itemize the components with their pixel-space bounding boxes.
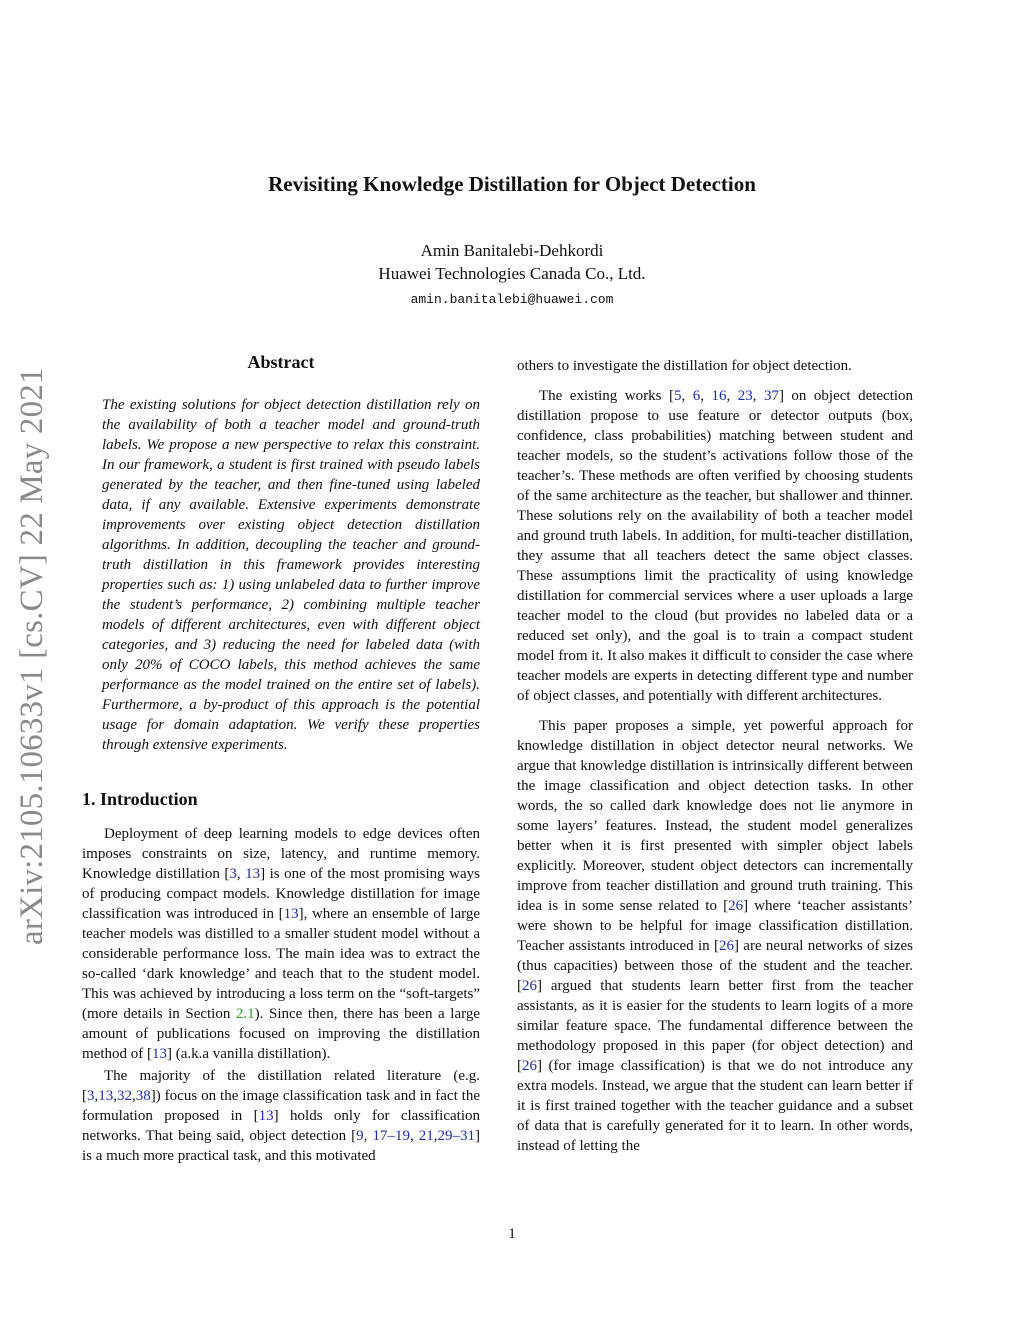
citation-link[interactable]: 13 bbox=[258, 1108, 274, 1124]
citation-link[interactable]: 9 bbox=[356, 1128, 364, 1144]
citation-link[interactable]: 26 bbox=[522, 1058, 537, 1074]
citation-link[interactable]: 13 bbox=[245, 866, 261, 882]
citation-link[interactable]: 16 bbox=[711, 388, 727, 404]
citation-link[interactable]: 38 bbox=[135, 1088, 151, 1104]
citation-link[interactable]: 3 bbox=[87, 1088, 95, 1104]
abstract-heading: Abstract bbox=[247, 352, 315, 372]
left-column bbox=[82, 352, 480, 1166]
citation-link[interactable]: 37 bbox=[763, 388, 779, 404]
citation-link[interactable]: 26 bbox=[728, 898, 744, 914]
citation-link[interactable]: 13 bbox=[98, 1088, 114, 1104]
citation-link[interactable]: 13 bbox=[151, 1046, 167, 1062]
intro-paragraph-1: Deployment of deep learning models to edge devices often imposes constraints on size, latency, and runtime memory. Knowledge distillation [3, 13] is one of the most promising ways of producing compact models. Knowledge distillation for image classification was introduced in [13], where an ensemble of large teacher models was distilled to a smaller student model without a considerable performance loss. The main idea was to extract the so-called ‘dark knowledge’ and teach that to the student model. This was achieved by introducing a loss term on the “soft-targets” (more details in Section 2.1). Since then, there has been a large amount of publications focused on improving the distillation method of [13] (a.k.a vanilla distillation). bbox=[82, 826, 480, 1062]
citation-link[interactable]: 21 bbox=[418, 1128, 434, 1144]
citation-link[interactable]: 3 bbox=[229, 866, 237, 882]
author-affiliation: Huawei Technologies Canada Co., Ltd. bbox=[378, 264, 646, 283]
citation-link[interactable]: 29–31 bbox=[437, 1128, 476, 1144]
citation-link[interactable]: 26 bbox=[522, 978, 537, 994]
page-number: 1 bbox=[508, 1226, 516, 1242]
citation-link[interactable]: 13 bbox=[283, 906, 299, 922]
citation-link[interactable]: 5 bbox=[673, 388, 682, 404]
citation-link[interactable]: 17–19 bbox=[372, 1128, 410, 1144]
author-email[interactable]: amin.banitalebi@huawei.com bbox=[410, 292, 614, 307]
citation-link[interactable]: 26 bbox=[718, 938, 734, 954]
section-reference-link[interactable]: 2.1 bbox=[235, 1006, 255, 1022]
abstract-text: The existing solutions for object detection distillation rely on the availability of both a teacher model and ground-truth labels. We propose a new perspective to relax this constraint. In our framework, a student is first trained with pseudo labels generated by the teacher, and then fine-tuned using labeled data, if any available. Extensive experiments demonstrate improvements over existing object detection distillation algorithms. In addition, decoupling the teacher and ground-truth distillation in this framework provides interesting properties such as: 1) using unlabeled data to further improve the student’s performance, 2) combining multiple teacher models of different architectures, even with different object categories, and 3) reducing the need for labeled data (with only 20% of COCO labels, this method achieves the same performance as the model trained on the entire set of labels). Furthermore, a by-product of this approach is the potential usage for domain adaptation. We verify these properties through extensive experiments. bbox=[102, 397, 480, 753]
citation-link[interactable]: 23 bbox=[737, 388, 753, 404]
citation-link[interactable]: 32 bbox=[117, 1088, 132, 1104]
intro-paragraph-2-continued: others to investigate the distillation for object detection. bbox=[517, 358, 852, 374]
introduction-heading: 1. Introduction bbox=[82, 789, 198, 809]
citation-link[interactable]: 6 bbox=[692, 388, 701, 404]
arxiv-identifier: arXiv:2105.10633v1 [cs.CV] 22 May 2021 bbox=[14, 367, 50, 945]
right-column bbox=[517, 356, 913, 1156]
intro-paragraph-3: The existing works [5, 6, 16, 23, 37] on object detection distillation propose to use feature or detector outputs (box, confidence, class probabilities) matching between student and teacher models, so the student’s activations follow those of the teacher’s. These methods are often verified by choosing students of the same architecture as the teacher, but shallower and thinner. These solutions rely on the availability of both a teacher model and ground truth labels. In addition, for multi-teacher distillation, they assume that all teachers detect the same object classes. These assumptions limit the practicality of using knowledge distillation for commercial services where a user uploads a large teacher model to the cloud (but provides no labeled data or a reduced set only), and the goal is to train a compact student model from it. It also makes it difficult to consider the case where teacher models are experts in detecting different type and number of object classes, and potentially with different architectures. bbox=[517, 388, 914, 704]
intro-paragraph-2: The majority of the distillation related literature (e.g. [3,13,32,38]) focus on the image classification task and in fact the formulation proposed in [13] holds only for classification networks. That being said, object detection [9, 17–19, 21,29–31] is a much more practical task, and this motivated bbox=[82, 1068, 481, 1164]
paper-title: Revisiting Knowledge Distillation for Object Detection bbox=[268, 172, 756, 196]
author-name: Amin Banitalebi-Dehkordi bbox=[420, 241, 604, 260]
intro-paragraph-4: This paper proposes a simple, yet powerful approach for knowledge distillation in object detector neural networks. We argue that knowledge distillation is intrinsically different between the image classification and object detection tasks. In other words, the so called dark knowledge does not lie anymore in some layers’ features. Instead, the student model generalizes better when it is first presented with simpler object labels explicitly. Moreover, student object detectors can incrementally improve from teacher distillation and ground truth training. This idea is in some sense related to [26] where ‘teacher assistants’ were shown to be helpful for image classification distillation. Teacher assistants introduced in [26] are neural networks of sizes (thus capacities) between those of the student and the teacher. [26] argued that students learn better first from the teacher assistants, as it is easier for the students to learn logits of a more similar feature space. The fundamental difference between the methodology proposed in this paper (for object detection) and [26] (for image classification) is that we do not introduce any extra models. Instead, we argue that the student can learn better if it is first trained together with the teacher guidance and a subset of data that is carefully generated for it to learn. In other words, instead of letting the bbox=[517, 718, 913, 1154]
